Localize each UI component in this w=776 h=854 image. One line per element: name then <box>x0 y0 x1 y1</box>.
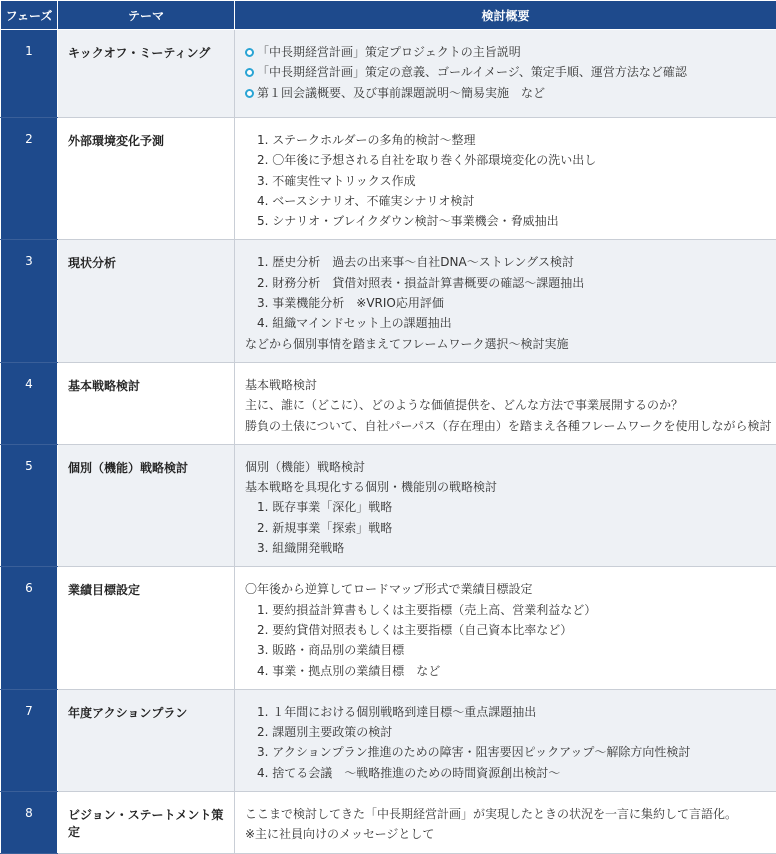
phase-detail <box>235 792 776 854</box>
phase-detail <box>235 30 776 118</box>
table-row <box>1 30 776 118</box>
detail-line: ※主に社員向けのメッセージとして <box>245 824 776 844</box>
detail-line: などから個別事情を踏まえてフレームワーク選択～検討実施 <box>245 334 776 354</box>
detail-line: 3. 不確実性マトリックス作成 <box>245 171 776 191</box>
phase-number: 4 <box>1 362 58 444</box>
detail-line: 1. １年間における個別戦略到達目標～重点課題抽出 <box>245 702 776 722</box>
phase-theme: ビジョン・ステートメント策定 <box>58 792 235 854</box>
detail-line: 4. 組織マインドセット上の課題抽出 <box>245 313 776 333</box>
detail-line: 3. 組織開発戦略 <box>245 538 776 558</box>
table-row <box>1 118 776 240</box>
phase-number: 5 <box>1 444 58 566</box>
detail-line: 3. 事業機能分析 ※VRIO応用評価 <box>245 293 776 313</box>
phase-number: 7 <box>1 689 58 791</box>
detail-line: 4. ベースシナリオ、不確実シナリオ検討 <box>245 191 776 211</box>
phase-theme: 業績目標設定 <box>58 567 235 689</box>
header-row <box>1 1 776 30</box>
detail-line: 2. 〇年後に予想される自社を取り巻く外部環境変化の洗い出し <box>245 150 776 170</box>
phase-theme: 基本戦略検討 <box>58 362 235 444</box>
detail-line: 2. 要約貸借対照表もしくは主要指標（自己資本比率など） <box>245 620 776 640</box>
phase-number: 3 <box>1 240 58 362</box>
detail-line: 3. アクションプラン推進のための障害・阻害要因ピックアップ～解除方向性検討 <box>245 742 776 762</box>
header-detail: 検討概要 <box>235 1 776 30</box>
phase-theme: 個別（機能）戦略検討 <box>58 444 235 566</box>
table-row <box>1 240 776 362</box>
table-row <box>1 362 776 444</box>
phase-number: 6 <box>1 567 58 689</box>
header-theme: テーマ <box>58 1 235 30</box>
phase-detail <box>235 240 776 362</box>
phase-detail <box>235 118 776 240</box>
phase-theme: 年度アクションプラン <box>58 689 235 791</box>
detail-line: 2. 新規事業「探索」戦略 <box>245 518 776 538</box>
phase-theme: 外部環境変化予測 <box>58 118 235 240</box>
header-phase: フェーズ <box>1 1 58 30</box>
detail-line: 個別（機能）戦略検討 <box>245 457 776 477</box>
detail-line: 1. ステークホルダーの多角的検討～整理 <box>245 130 776 150</box>
phase-number: 1 <box>1 30 58 118</box>
detail-line: 2. 課題別主要政策の検討 <box>245 722 776 742</box>
detail-line: 1. 要約損益計算書もしくは主要指標（売上高、営業利益など） <box>245 600 776 620</box>
phase-number: 8 <box>1 792 58 854</box>
phase-detail <box>235 362 776 444</box>
phase-detail <box>235 567 776 689</box>
detail-line: 4. 事業・拠点別の業績目標 など <box>245 661 776 681</box>
detail-line: 基本戦略検討 <box>245 375 776 395</box>
detail-line: 4. 捨てる会議 ～戦略推進のための時間資源創出検討～ <box>245 763 776 783</box>
bullet-item: 「中長期経営計画」策定プロジェクトの主旨説明 <box>245 42 776 62</box>
phase-number: 2 <box>1 118 58 240</box>
table-row <box>1 689 776 791</box>
table-row <box>1 792 776 854</box>
phase-theme: 現状分析 <box>58 240 235 362</box>
detail-line: 主に、誰に（どこに）、どのような価値提供を、どんな方法で事業展開するのか？ <box>245 395 776 415</box>
detail-line: 1. 歴史分析 過去の出来事～自社DNA～ストレングス検討 <box>245 252 776 272</box>
detail-line: 基本戦略を具現化する個別・機能別の戦略検討 <box>245 477 776 497</box>
table-row <box>1 567 776 689</box>
bullet-item: 「中長期経営計画」策定の意義、ゴールイメージ、策定手順、運営方法など確認 <box>245 62 776 82</box>
phase-detail <box>235 444 776 566</box>
detail-line: 5. シナリオ・ブレイクダウン検討～事業機会・脅威抽出 <box>245 211 776 231</box>
detail-line: ここまで検討してきた「中長期経営計画」が実現したときの状況を一言に集約して言語化。 <box>245 804 776 824</box>
phase-theme: キックオフ・ミーティング <box>58 30 235 118</box>
detail-line: 3. 販路・商品別の業績目標 <box>245 640 776 660</box>
detail-line: 1. 既存事業「深化」戦略 <box>245 497 776 517</box>
table-row <box>1 444 776 566</box>
detail-line: 2. 財務分析 貸借対照表・損益計算書概要の確認～課題抽出 <box>245 273 776 293</box>
phase-detail <box>235 689 776 791</box>
bullet-item: 第１回会議概要、及び事前課題説明～簡易実施 など <box>245 83 776 103</box>
detail-line: 〇年後から逆算してロードマップ形式で業績目標設定 <box>245 579 776 599</box>
detail-line: 勝負の土俵について、自社パーパス（存在理由）を踏まえ各種フレームワークを使用しながら検討 <box>245 416 776 436</box>
